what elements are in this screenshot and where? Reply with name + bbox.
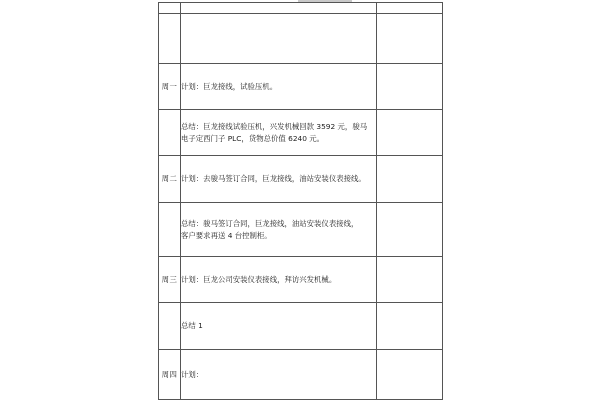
summary-text: 电子定西门子 PLC，货物总价值 6240 元。: [181, 133, 325, 143]
day-cell: [159, 110, 181, 156]
plan-text: 计划：巨龙公司安装仪表接线，拜访兴发机械。: [181, 274, 337, 284]
weekly-work-table: [158, 2, 443, 400]
table-row: [159, 303, 443, 350]
table-row: [159, 350, 443, 400]
summary-text: 总结：骏马签订合同，巨龙接线，油站安装仪表接线，: [181, 218, 359, 228]
day-cell: [159, 303, 181, 350]
summary-text: 客户要求再送 4 台控制柜。: [181, 230, 272, 240]
remark-cell: [377, 303, 443, 350]
content-cell: [181, 64, 377, 110]
day-cell: 周二: [159, 156, 181, 203]
day-cell: 周三: [159, 257, 181, 303]
content-cell: [181, 3, 377, 14]
day-cell: [159, 3, 181, 14]
day-cell: [159, 14, 181, 64]
plan-text: 计划：巨龙接线，试验压机。: [181, 81, 278, 91]
day-cell: 周一: [159, 64, 181, 110]
summary-text: 总结 1: [181, 321, 203, 330]
plan-text: 计划：: [181, 369, 204, 379]
day-cell: 周四: [159, 350, 181, 400]
table-row: [159, 156, 443, 203]
table-row: [159, 3, 443, 14]
remark-cell: [377, 110, 443, 156]
content-cell: [181, 110, 377, 156]
remark-cell: [377, 14, 443, 64]
content-cell: [181, 14, 377, 64]
table-row: [159, 14, 443, 64]
remark-cell: [377, 156, 443, 203]
remark-cell: [377, 203, 443, 257]
remark-cell: [377, 257, 443, 303]
table-row: [159, 203, 443, 257]
content-cell: [181, 350, 377, 400]
remark-cell: [377, 3, 443, 14]
summary-text: 总结：巨龙接线试验压机，兴发机械回款 3592 元，骏马: [181, 121, 368, 131]
table-row: [159, 64, 443, 110]
content-cell: [181, 203, 377, 257]
remark-cell: [377, 350, 443, 400]
plan-text: 计划：去骏马签订合同，巨龙接线，油站安装仪表接线。: [181, 174, 366, 183]
content-cell: [181, 303, 377, 350]
day-cell: [159, 203, 181, 257]
content-cell: [181, 257, 377, 303]
table-row: [159, 110, 443, 156]
content-cell: [181, 156, 377, 203]
remark-cell: [377, 64, 443, 110]
table-row: [159, 257, 443, 303]
